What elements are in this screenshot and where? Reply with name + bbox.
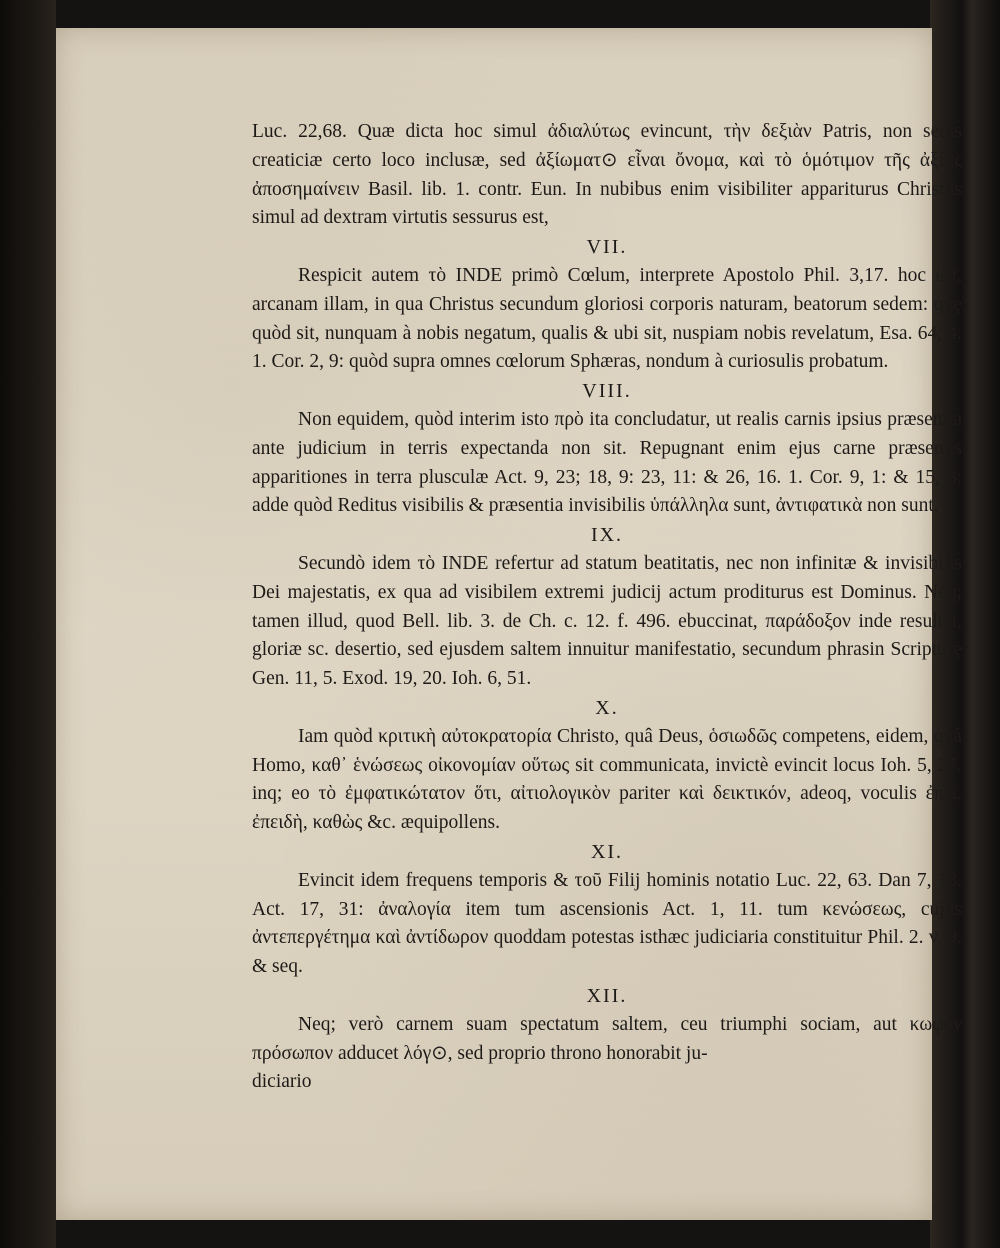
catchword: diciario	[252, 1071, 312, 1093]
paragraph-x: Iam quòd κριτικὴ αὐτοκρατορία Christo, quâ Deus, ὁσιωδῶς competens, eidem, quâ Homo, καθ᾽ ἑνώσεως οἰκονομίαν οὕτως sit communicata, invictè evincit locus Ioh. 5, 27. inq; eo τὸ ἐμφατικώτατον ὅτι, αἰτιολογικὸν pariter καὶ δεικτικόν, adeoq, voculis ἐπεὶ, ἐπειδὴ, καθὼς &c. æquipollens.	[252, 725, 962, 834]
section-heading-xii: XII.	[586, 984, 628, 1007]
section-heading-ix: IX.	[590, 524, 624, 547]
section-heading-viii: VIII.	[582, 380, 632, 403]
paragraph-xi: Evincit idem frequens temporis & τοῦ Filij hominis notatio Luc. 22, 63. Dan 7, 13. Act. 17, 31: ἀναλογία item tum ascensionis Act. 1, 11. tum κενώσεως, cujus ἀντεπεργέτημα καὶ ἀντίδωρον quoddam potestas isthæc judiciaria constituitur Phil. 2. v. 9. & seq.	[252, 869, 962, 978]
scan-left-edge	[0, 0, 56, 1248]
paragraph-vii: Respicit autem τὸ INDE primò Cœlum, interprete Apostolo Phil. 3,17. hoc est, arcanam illam, in qua Christus secundum gloriosi corporis naturam, beatorum sedem: quę quòd sit, nunquam à nobis negatum, qualis & ubi sit, nuspiam nobis revelatum, Esa. 64, 4. 1. Cor. 2, 9: quòd supra omnes cœlorum Sphæras, nondum à curiosulis probatum.	[252, 264, 962, 373]
page-text	[252, 118, 962, 1097]
book-page	[56, 28, 962, 1220]
paragraph-intro: Luc. 22,68. Quæ dicta hoc simul ἀδιαλύτως evincunt, τὴν δεξιὰν Patris, non sedis creaticiæ certo loco inclusæ, sed ἀξίωματ⊙ εἶναι ὄνομα, καὶ τὸ ὁμότιμον τῆς ἀξίας ἀποσημαίνειν Basil. lib. 1. contr. Eun. In nubibus enim visibiliter appariturus Christus simul ad dextram virtutis sessurus est,	[252, 121, 962, 229]
section-heading-x: X.	[595, 696, 619, 719]
section-heading-xi: XI.	[590, 840, 624, 863]
paragraph-ix: Secundò idem τὸ INDE refertur ad statum beatitatis, nec non infinitæ & invisibilis Dei majestatis, ex qua ad visibilem extremi judicij actum proditurus est Dominus. Neq; tamen illud, quod Bell. lib. 3. de Ch. c. 12. f. 496. ebuccinat, παράδοξον inde resultat, gloriæ sc. desertio, sed ejusdem saltem innuitur manifestatio, secundum phrasin Scripturę Gen. 11, 5. Exod. 19, 20. Ioh. 6, 51.	[252, 552, 962, 690]
paragraph-viii: Non equidem, quòd interim isto πρὸ ita concludatur, ut realis carnis ipsius præsentia ante judicium in terris expectanda non sit. Repugnant enim ejus carne præsentis apparitiones in terra plusculæ Act. 9, 23; 18, 9: 23, 11: & 26, 16. 1. Cor. 9, 1: & 15, 8: adde quòd Reditus visibilis & præsentia invisibilis ὑπάλληλα sunt, ἀντιφατικὰ non sunt.	[252, 408, 962, 517]
section-heading-vii: VII.	[586, 236, 628, 259]
paragraph-xii: Neq; verò carnem suam spectatum saltem, ceu triumphi sociam, aut κωφὸν πρόσωπον adducet λόγ⊙, sed proprio throno honorabit ju-	[252, 1013, 962, 1064]
